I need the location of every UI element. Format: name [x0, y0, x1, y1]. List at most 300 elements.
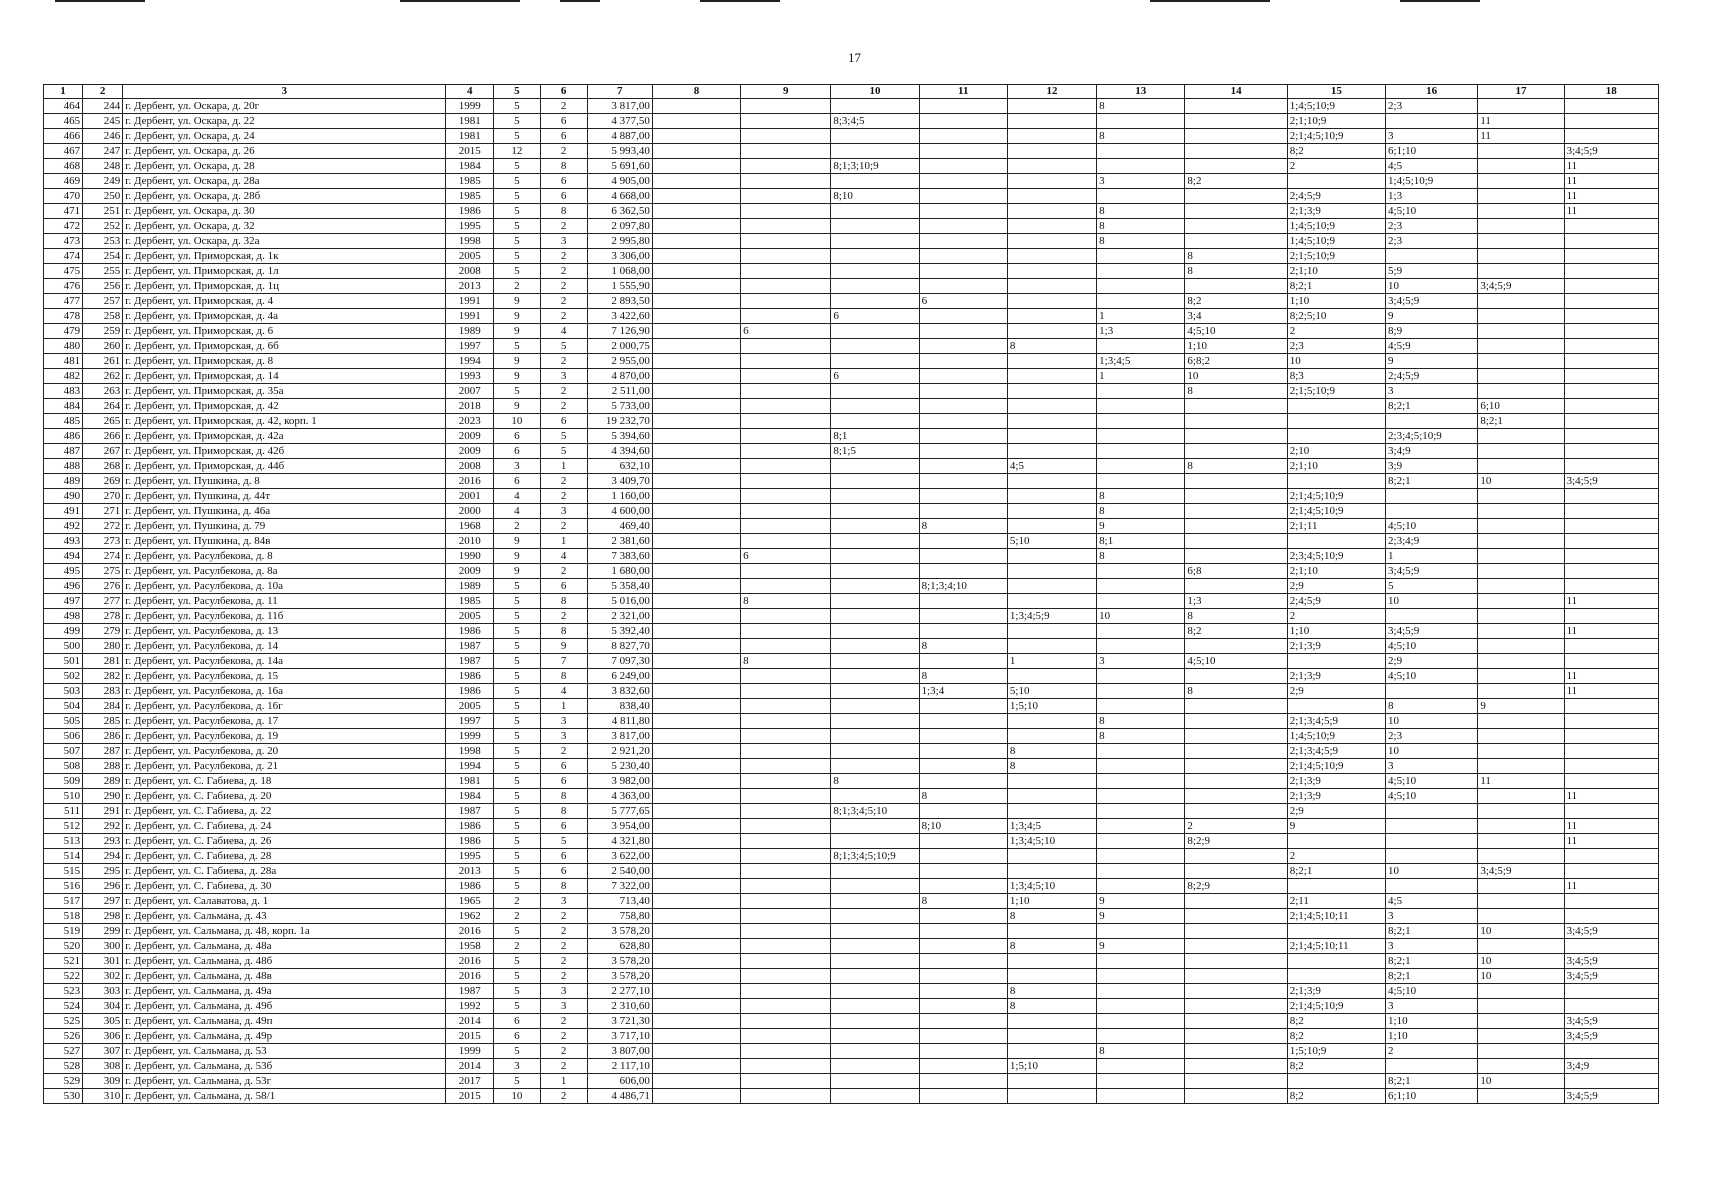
cell-col-13 — [1097, 339, 1185, 354]
cell-col-9 — [741, 129, 831, 144]
cell-col-5: 10 — [494, 414, 540, 429]
cell-col-10 — [831, 384, 919, 399]
cell-col-17: 10 — [1478, 969, 1564, 984]
cell-col-1: 469 — [44, 174, 83, 189]
cell-col-1: 496 — [44, 579, 83, 594]
cell-col-6: 3 — [540, 714, 587, 729]
cell-col-12 — [1007, 579, 1096, 594]
cell-col-6: 8 — [540, 594, 587, 609]
column-header-14: 14 — [1185, 85, 1287, 99]
cell-col-7: 5 733,00 — [587, 399, 652, 414]
cell-col-11 — [919, 369, 1007, 384]
cell-col-17 — [1478, 309, 1564, 324]
cell-col-7: 713,40 — [587, 894, 652, 909]
cell-col-11 — [919, 654, 1007, 669]
cell-col-9 — [741, 339, 831, 354]
cell-col-2: 254 — [83, 249, 123, 264]
cell-col-17: 11 — [1478, 774, 1564, 789]
cell-col-18 — [1564, 414, 1658, 429]
cell-col-4: 1986 — [446, 819, 494, 834]
cell-col-11 — [919, 234, 1007, 249]
cell-col-12 — [1007, 294, 1096, 309]
cell-col-4: 1999 — [446, 99, 494, 114]
cell-col-6: 2 — [540, 969, 587, 984]
cell-col-2: 281 — [83, 654, 123, 669]
cell-col-8 — [652, 924, 740, 939]
cell-col-7: 3 717,10 — [587, 1029, 652, 1044]
cell-col-11 — [919, 729, 1007, 744]
cell-col-8 — [652, 1074, 740, 1089]
cell-col-13: 1;3;4;5 — [1097, 354, 1185, 369]
cell-col-14 — [1185, 969, 1287, 984]
cell-col-13 — [1097, 1059, 1185, 1074]
cell-col-12 — [1007, 804, 1096, 819]
cell-col-10 — [831, 579, 919, 594]
cell-col-18 — [1564, 999, 1658, 1014]
cell-col-17 — [1478, 189, 1564, 204]
table-row — [44, 819, 1659, 834]
cell-col-4: 1962 — [446, 909, 494, 924]
cell-col-1: 473 — [44, 234, 83, 249]
cell-col-6: 6 — [540, 129, 587, 144]
table-row — [44, 729, 1659, 744]
cell-col-15 — [1287, 399, 1385, 414]
cell-col-9 — [741, 969, 831, 984]
cell-col-2: 309 — [83, 1074, 123, 1089]
cell-col-6: 2 — [540, 384, 587, 399]
cell-col-9 — [741, 759, 831, 774]
cell-col-14 — [1185, 219, 1287, 234]
cell-col-11: 8 — [919, 669, 1007, 684]
cell-col-1: 499 — [44, 624, 83, 639]
cell-col-10 — [831, 414, 919, 429]
cell-col-3: г. Дербент, ул. Расулбекова, д. 20 — [123, 744, 446, 759]
cell-col-7: 19 232,70 — [587, 414, 652, 429]
cell-col-18 — [1564, 324, 1658, 339]
cell-col-18: 11 — [1564, 819, 1658, 834]
cell-col-1: 474 — [44, 249, 83, 264]
cell-col-13 — [1097, 984, 1185, 999]
cell-col-6: 6 — [540, 864, 587, 879]
cell-col-16 — [1386, 1059, 1478, 1074]
cell-col-2: 298 — [83, 909, 123, 924]
cell-col-17 — [1478, 654, 1564, 669]
table-row — [44, 744, 1659, 759]
cell-col-3: г. Дербент, ул. Приморская, д. 4а — [123, 309, 446, 324]
cell-col-8 — [652, 819, 740, 834]
cell-col-16: 8 — [1386, 699, 1478, 714]
cell-col-11 — [919, 759, 1007, 774]
cell-col-8 — [652, 669, 740, 684]
cell-col-1: 519 — [44, 924, 83, 939]
cell-col-16: 3 — [1386, 939, 1478, 954]
cell-col-18: 11 — [1564, 624, 1658, 639]
cell-col-3: г. Дербент, ул. Сальмана, д. 53 — [123, 1044, 446, 1059]
cell-col-13 — [1097, 969, 1185, 984]
cell-col-3: г. Дербент, ул. Сальмана, д. 58/1 — [123, 1089, 446, 1104]
cell-col-15: 2;1;4;5;10;9 — [1287, 504, 1385, 519]
cell-col-12 — [1007, 174, 1096, 189]
cell-col-14 — [1185, 444, 1287, 459]
cell-col-4: 2013 — [446, 279, 494, 294]
cell-col-12 — [1007, 369, 1096, 384]
cell-col-17 — [1478, 204, 1564, 219]
cell-col-17 — [1478, 894, 1564, 909]
cell-col-11 — [919, 744, 1007, 759]
cell-col-13 — [1097, 1089, 1185, 1104]
cell-col-4: 2009 — [446, 564, 494, 579]
cell-col-10 — [831, 549, 919, 564]
cell-col-11 — [919, 939, 1007, 954]
cell-col-16 — [1386, 684, 1478, 699]
table-row — [44, 384, 1659, 399]
cell-col-6: 2 — [540, 609, 587, 624]
column-header-11: 11 — [919, 85, 1007, 99]
cell-col-17 — [1478, 489, 1564, 504]
column-header-12: 12 — [1007, 85, 1096, 99]
cell-col-13 — [1097, 624, 1185, 639]
cell-col-9 — [741, 684, 831, 699]
cell-col-7: 2 381,60 — [587, 534, 652, 549]
cell-col-12: 8 — [1007, 999, 1096, 1014]
cell-col-15: 2;9 — [1287, 684, 1385, 699]
cell-col-10 — [831, 504, 919, 519]
cell-col-14 — [1185, 909, 1287, 924]
cell-col-3: г. Дербент, ул. Пушкина, д. 8 — [123, 474, 446, 489]
cell-col-15 — [1287, 1074, 1385, 1089]
cell-col-5: 5 — [494, 654, 540, 669]
cell-col-13 — [1097, 294, 1185, 309]
cell-col-9 — [741, 939, 831, 954]
cell-col-12 — [1007, 549, 1096, 564]
cell-col-12 — [1007, 159, 1096, 174]
cell-col-5: 3 — [494, 1059, 540, 1074]
cell-col-6: 2 — [540, 939, 587, 954]
cell-col-11 — [919, 474, 1007, 489]
cell-col-2: 270 — [83, 489, 123, 504]
cell-col-2: 310 — [83, 1089, 123, 1104]
table-row — [44, 1089, 1659, 1104]
cell-col-15: 2;1;4;5;10;9 — [1287, 759, 1385, 774]
cell-col-11 — [919, 564, 1007, 579]
table-row — [44, 219, 1659, 234]
cell-col-14 — [1185, 924, 1287, 939]
cell-col-4: 1991 — [446, 294, 494, 309]
cell-col-7: 8 827,70 — [587, 639, 652, 654]
cell-col-16: 9 — [1386, 309, 1478, 324]
cell-col-2: 292 — [83, 819, 123, 834]
cell-col-9: 8 — [741, 654, 831, 669]
cell-col-11 — [919, 909, 1007, 924]
cell-col-13 — [1097, 564, 1185, 579]
cell-col-9 — [741, 669, 831, 684]
cell-col-1: 507 — [44, 744, 83, 759]
cell-col-6: 4 — [540, 324, 587, 339]
cell-col-1: 477 — [44, 294, 83, 309]
cell-col-3: г. Дербент, ул. Расулбекова, д. 19 — [123, 729, 446, 744]
cell-col-5: 5 — [494, 384, 540, 399]
cell-col-4: 2014 — [446, 1059, 494, 1074]
cell-col-4: 1990 — [446, 549, 494, 564]
cell-col-10 — [831, 399, 919, 414]
cell-col-13 — [1097, 159, 1185, 174]
cell-col-13 — [1097, 924, 1185, 939]
cell-col-6: 6 — [540, 579, 587, 594]
cell-col-18 — [1564, 714, 1658, 729]
cell-col-4: 1995 — [446, 219, 494, 234]
cell-col-1: 486 — [44, 429, 83, 444]
cell-col-1: 488 — [44, 459, 83, 474]
cell-col-3: г. Дербент, ул. Расулбекова, д. 11 — [123, 594, 446, 609]
table-row — [44, 339, 1659, 354]
cell-col-8 — [652, 984, 740, 999]
cell-col-1: 503 — [44, 684, 83, 699]
table-row — [44, 594, 1659, 609]
cell-col-13 — [1097, 684, 1185, 699]
cell-col-11 — [919, 924, 1007, 939]
cell-col-16: 1 — [1386, 549, 1478, 564]
cell-col-14: 8 — [1185, 459, 1287, 474]
cell-col-1: 468 — [44, 159, 83, 174]
cell-col-15: 2;4;5;9 — [1287, 189, 1385, 204]
cell-col-5: 5 — [494, 594, 540, 609]
cell-col-18: 11 — [1564, 789, 1658, 804]
cell-col-15: 2;1;11 — [1287, 519, 1385, 534]
table-row — [44, 714, 1659, 729]
cell-col-9: 8 — [741, 594, 831, 609]
cell-col-5: 5 — [494, 954, 540, 969]
cell-col-9 — [741, 399, 831, 414]
cell-col-16: 3 — [1386, 384, 1478, 399]
cell-col-6: 3 — [540, 999, 587, 1014]
cell-col-7: 2 511,00 — [587, 384, 652, 399]
table-row — [44, 999, 1659, 1014]
cell-col-5: 5 — [494, 789, 540, 804]
cell-col-5: 5 — [494, 834, 540, 849]
cell-col-6: 2 — [540, 489, 587, 504]
cell-col-14: 8;2 — [1185, 174, 1287, 189]
cell-col-3: г. Дербент, ул. Оскара, д. 32 — [123, 219, 446, 234]
cell-col-6: 2 — [540, 294, 587, 309]
cell-col-15: 8;2;1 — [1287, 864, 1385, 879]
table-row — [44, 684, 1659, 699]
cell-col-11 — [919, 309, 1007, 324]
cell-col-14 — [1185, 1059, 1287, 1074]
cell-col-4: 2014 — [446, 1014, 494, 1029]
cell-col-4: 2005 — [446, 249, 494, 264]
cell-col-18 — [1564, 1044, 1658, 1059]
cell-col-11 — [919, 129, 1007, 144]
cell-col-2: 279 — [83, 624, 123, 639]
cell-col-6: 6 — [540, 774, 587, 789]
cell-col-10: 8;10 — [831, 189, 919, 204]
cell-col-15: 2;1;3;4;5;9 — [1287, 744, 1385, 759]
cell-col-7: 3 982,00 — [587, 774, 652, 789]
cell-col-1: 465 — [44, 114, 83, 129]
cell-col-13 — [1097, 114, 1185, 129]
cell-col-13 — [1097, 999, 1185, 1014]
table-row — [44, 354, 1659, 369]
cell-col-18 — [1564, 729, 1658, 744]
cell-col-5: 5 — [494, 819, 540, 834]
cell-col-12 — [1007, 444, 1096, 459]
cell-col-17 — [1478, 669, 1564, 684]
cell-col-16: 8;2;1 — [1386, 924, 1478, 939]
cell-col-14: 8 — [1185, 609, 1287, 624]
cell-col-18 — [1564, 399, 1658, 414]
cell-col-2: 290 — [83, 789, 123, 804]
cell-col-3: г. Дербент, ул. С. Габиева, д. 20 — [123, 789, 446, 804]
cell-col-16 — [1386, 489, 1478, 504]
table-row — [44, 249, 1659, 264]
cell-col-1: 490 — [44, 489, 83, 504]
cell-col-16: 3 — [1386, 909, 1478, 924]
cell-col-5: 5 — [494, 744, 540, 759]
cell-col-12: 8 — [1007, 984, 1096, 999]
cell-col-16: 3;4;9 — [1386, 444, 1478, 459]
cell-col-4: 1968 — [446, 519, 494, 534]
cell-col-13 — [1097, 1014, 1185, 1029]
cell-col-6: 3 — [540, 369, 587, 384]
cell-col-9 — [741, 294, 831, 309]
cell-col-1: 489 — [44, 474, 83, 489]
cell-col-9 — [741, 354, 831, 369]
cell-col-2: 261 — [83, 354, 123, 369]
cell-col-2: 277 — [83, 594, 123, 609]
cell-col-3: г. Дербент, ул. Оскара, д. 26 — [123, 144, 446, 159]
cell-col-15: 2;3 — [1287, 339, 1385, 354]
cell-col-12 — [1007, 189, 1096, 204]
cell-col-15 — [1287, 654, 1385, 669]
cell-col-18: 3;4;9 — [1564, 1059, 1658, 1074]
cell-col-5: 6 — [494, 1014, 540, 1029]
cell-col-2: 307 — [83, 1044, 123, 1059]
cell-col-4: 2015 — [446, 1089, 494, 1104]
cell-col-18 — [1564, 489, 1658, 504]
cell-col-2: 248 — [83, 159, 123, 174]
cell-col-8 — [652, 969, 740, 984]
cell-col-11: 8 — [919, 639, 1007, 654]
cell-col-10 — [831, 609, 919, 624]
cell-col-14 — [1185, 489, 1287, 504]
cell-col-16: 4;5;10 — [1386, 984, 1478, 999]
cell-col-18 — [1564, 549, 1658, 564]
cell-col-11 — [919, 354, 1007, 369]
cell-col-16: 6;1;10 — [1386, 144, 1478, 159]
cell-col-15 — [1287, 429, 1385, 444]
cell-col-6: 6 — [540, 819, 587, 834]
cell-col-16: 3;9 — [1386, 459, 1478, 474]
table-row — [44, 324, 1659, 339]
cell-col-7: 3 622,00 — [587, 849, 652, 864]
cell-col-7: 3 832,60 — [587, 684, 652, 699]
cell-col-13: 1;3 — [1097, 324, 1185, 339]
cell-col-15: 2;1;3;9 — [1287, 639, 1385, 654]
cell-col-6: 3 — [540, 234, 587, 249]
cell-col-7: 4 870,00 — [587, 369, 652, 384]
cell-col-2: 303 — [83, 984, 123, 999]
cell-col-11 — [919, 969, 1007, 984]
cell-col-11 — [919, 1044, 1007, 1059]
cell-col-13: 9 — [1097, 939, 1185, 954]
cell-col-3: г. Дербент, ул. Сальмана, д. 48б — [123, 954, 446, 969]
cell-col-16: 10 — [1386, 594, 1478, 609]
cell-col-1: 471 — [44, 204, 83, 219]
cell-col-12 — [1007, 354, 1096, 369]
cell-col-12 — [1007, 414, 1096, 429]
table-row — [44, 189, 1659, 204]
cell-col-16 — [1386, 849, 1478, 864]
cell-col-11 — [919, 414, 1007, 429]
table-row — [44, 834, 1659, 849]
cell-col-2: 262 — [83, 369, 123, 384]
cell-col-13 — [1097, 774, 1185, 789]
cell-col-7: 2 540,00 — [587, 864, 652, 879]
cell-col-17 — [1478, 99, 1564, 114]
cell-col-11 — [919, 804, 1007, 819]
cell-col-16 — [1386, 819, 1478, 834]
cell-col-5: 5 — [494, 624, 540, 639]
cell-col-16: 2;4;5;9 — [1386, 369, 1478, 384]
cell-col-13 — [1097, 1074, 1185, 1089]
cell-col-2: 285 — [83, 714, 123, 729]
cell-col-16: 8;2;1 — [1386, 1074, 1478, 1089]
cell-col-5: 5 — [494, 129, 540, 144]
cell-col-9 — [741, 144, 831, 159]
cell-col-7: 4 600,00 — [587, 504, 652, 519]
cell-col-3: г. Дербент, ул. Расулбекова, д. 8 — [123, 549, 446, 564]
cell-col-2: 269 — [83, 474, 123, 489]
cell-col-18 — [1564, 369, 1658, 384]
cell-col-16: 4;5;10 — [1386, 789, 1478, 804]
cell-col-1: 520 — [44, 939, 83, 954]
cell-col-12: 1;3;4;5;10 — [1007, 879, 1096, 894]
cell-col-2: 264 — [83, 399, 123, 414]
cell-col-17 — [1478, 504, 1564, 519]
cell-col-6: 8 — [540, 624, 587, 639]
table-row — [44, 1074, 1659, 1089]
cell-col-10: 8;1;3;4;5;10;9 — [831, 849, 919, 864]
cell-col-5: 5 — [494, 879, 540, 894]
cell-col-12 — [1007, 594, 1096, 609]
cell-col-18: 3;4;5;9 — [1564, 144, 1658, 159]
cell-col-7: 3 954,00 — [587, 819, 652, 834]
cell-col-7: 4 394,60 — [587, 444, 652, 459]
cell-col-6: 2 — [540, 99, 587, 114]
cell-col-6: 1 — [540, 699, 587, 714]
cell-col-18: 11 — [1564, 594, 1658, 609]
cell-col-15 — [1287, 954, 1385, 969]
cell-col-3: г. Дербент, ул. Расулбекова, д. 17 — [123, 714, 446, 729]
cell-col-18: 3;4;5;9 — [1564, 954, 1658, 969]
cell-col-13 — [1097, 579, 1185, 594]
cell-col-16: 4;5;10 — [1386, 774, 1478, 789]
cell-col-3: г. Дербент, ул. Расулбекова, д. 15 — [123, 669, 446, 684]
cell-col-10 — [831, 639, 919, 654]
cell-col-2: 266 — [83, 429, 123, 444]
cell-col-4: 1985 — [446, 174, 494, 189]
cell-col-12 — [1007, 1029, 1096, 1044]
cell-col-6: 6 — [540, 114, 587, 129]
cell-col-2: 244 — [83, 99, 123, 114]
cell-col-18 — [1564, 609, 1658, 624]
cell-col-8 — [652, 1059, 740, 1074]
cell-col-16: 1;10 — [1386, 1014, 1478, 1029]
cell-col-15: 2;1;10 — [1287, 564, 1385, 579]
cell-col-10 — [831, 789, 919, 804]
column-header-4: 4 — [446, 85, 494, 99]
cell-col-14: 8;2;9 — [1185, 879, 1287, 894]
